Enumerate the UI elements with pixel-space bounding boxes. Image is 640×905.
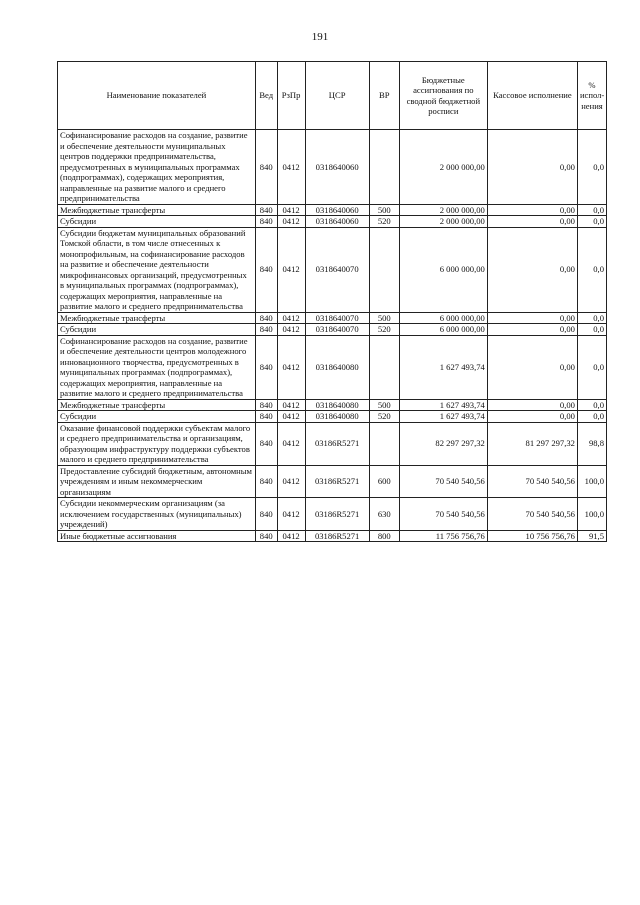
row-name: Предоставление субсидий бюджетным, автономным учреждениям и иным некоммерческим организациям [58, 465, 256, 498]
row-name: Субсидии некоммерческим организациям (за исключением государственных (муниципальных) учреждений) [58, 498, 256, 531]
table-row [58, 422, 607, 465]
row-csr: 03186R5271 [305, 498, 369, 531]
row-vr [369, 335, 399, 399]
row-name: Субсидии [58, 411, 256, 423]
row-percent: 100,0 [577, 498, 606, 531]
row-percent: 0,0 [577, 312, 606, 324]
row-assignments: 82 297 297,32 [399, 422, 487, 465]
header-rzpr: РзПр [277, 62, 305, 130]
row-assignments: 2 000 000,00 [399, 204, 487, 216]
row-cash-execution: 0,00 [487, 399, 577, 411]
row-cash-execution: 0,00 [487, 227, 577, 312]
row-vr: 600 [369, 465, 399, 498]
table-row [58, 204, 607, 216]
row-ved: 840 [255, 411, 277, 423]
table-row [58, 130, 607, 205]
header-vr: ВР [369, 62, 399, 130]
row-vr: 630 [369, 498, 399, 531]
row-assignments: 6 000 000,00 [399, 227, 487, 312]
row-csr: 0318640060 [305, 204, 369, 216]
row-cash-execution: 0,00 [487, 204, 577, 216]
row-vr: 520 [369, 411, 399, 423]
row-name: Оказание финансовой поддержки субъектам малого и среднего предпринимательства и организациям, образующим инфраструктуру поддержки субъектов малого и среднего предпринимательства [58, 422, 256, 465]
row-cash-execution: 0,00 [487, 335, 577, 399]
row-percent: 100,0 [577, 465, 606, 498]
row-name: Иные бюджетные ассигнования [58, 530, 256, 542]
table-row [58, 216, 607, 228]
row-rzpr: 0412 [277, 465, 305, 498]
row-ved: 840 [255, 312, 277, 324]
table-row [58, 399, 607, 411]
row-percent: 0,0 [577, 204, 606, 216]
row-vr [369, 130, 399, 205]
row-ved: 840 [255, 324, 277, 336]
row-csr: 03186R5271 [305, 422, 369, 465]
row-name: Межбюджетные трансферты [58, 312, 256, 324]
row-assignments: 11 756 756,76 [399, 530, 487, 542]
row-percent: 0,0 [577, 216, 606, 228]
row-rzpr: 0412 [277, 498, 305, 531]
table-row [58, 324, 607, 336]
row-percent: 0,0 [577, 335, 606, 399]
row-rzpr: 0412 [277, 216, 305, 228]
row-cash-execution: 10 756 756,76 [487, 530, 577, 542]
row-name: Межбюджетные трансферты [58, 204, 256, 216]
row-ved: 840 [255, 465, 277, 498]
table-row [58, 411, 607, 423]
row-ved: 840 [255, 422, 277, 465]
row-rzpr: 0412 [277, 312, 305, 324]
row-csr: 03186R5271 [305, 465, 369, 498]
row-vr: 500 [369, 204, 399, 216]
row-csr: 0318640080 [305, 411, 369, 423]
row-csr: 03186R5271 [305, 530, 369, 542]
row-rzpr: 0412 [277, 227, 305, 312]
row-percent: 0,0 [577, 227, 606, 312]
row-cash-execution: 70 540 540,56 [487, 498, 577, 531]
row-csr: 0318640060 [305, 216, 369, 228]
row-vr [369, 227, 399, 312]
row-name: Субсидии [58, 216, 256, 228]
row-assignments: 70 540 540,56 [399, 465, 487, 498]
row-cash-execution: 0,00 [487, 130, 577, 205]
row-assignments: 2 000 000,00 [399, 216, 487, 228]
page-number: 191 [311, 31, 329, 43]
row-assignments: 70 540 540,56 [399, 498, 487, 531]
row-percent: 0,0 [577, 411, 606, 423]
row-csr: 0318640070 [305, 227, 369, 312]
row-rzpr: 0412 [277, 324, 305, 336]
row-ved: 840 [255, 530, 277, 542]
row-vr [369, 422, 399, 465]
table-body [58, 130, 607, 542]
row-csr: 0318640070 [305, 312, 369, 324]
table-row [58, 465, 607, 498]
row-name: Межбюджетные трансферты [58, 399, 256, 411]
budget-execution-table [57, 61, 607, 542]
row-assignments: 1 627 493,74 [399, 411, 487, 423]
table-row [58, 530, 607, 542]
row-rzpr: 0412 [277, 335, 305, 399]
row-ved: 840 [255, 227, 277, 312]
row-cash-execution: 0,00 [487, 411, 577, 423]
row-assignments: 1 627 493,74 [399, 335, 487, 399]
row-vr: 800 [369, 530, 399, 542]
row-name: Субсидии бюджетам муниципальных образований Томской области, в том числе отнесенных к монопрофильным, на софинансирование расходов на развитие и обеспечение деятельности микрофинансовых организаций, предусмотренных в муниципальных программах (подпрограммах), содержащих мероприятия, направленные на развитие малого и среднего предпринимательства [58, 227, 256, 312]
row-rzpr: 0412 [277, 399, 305, 411]
row-csr: 0318640060 [305, 130, 369, 205]
row-vr: 520 [369, 324, 399, 336]
row-rzpr: 0412 [277, 422, 305, 465]
row-assignments: 1 627 493,74 [399, 399, 487, 411]
table-row [58, 498, 607, 531]
header-percent: % испол-нения [577, 62, 606, 130]
row-vr: 500 [369, 399, 399, 411]
row-cash-execution: 0,00 [487, 324, 577, 336]
row-csr: 0318640080 [305, 399, 369, 411]
header-assignments: Бюджетные ассигнования по сводной бюджетной росписи [399, 62, 487, 130]
row-rzpr: 0412 [277, 204, 305, 216]
row-rzpr: 0412 [277, 530, 305, 542]
row-percent: 91,5 [577, 530, 606, 542]
row-assignments: 6 000 000,00 [399, 312, 487, 324]
row-vr: 500 [369, 312, 399, 324]
row-percent: 0,0 [577, 324, 606, 336]
row-vr: 520 [369, 216, 399, 228]
row-name: Субсидии [58, 324, 256, 336]
row-percent: 98,8 [577, 422, 606, 465]
table-row [58, 227, 607, 312]
row-rzpr: 0412 [277, 130, 305, 205]
row-ved: 840 [255, 204, 277, 216]
row-csr: 0318640070 [305, 324, 369, 336]
table-row [58, 312, 607, 324]
row-cash-execution: 0,00 [487, 312, 577, 324]
row-name: Софинансирование расходов на создание, развитие и обеспечение деятельности муниципальных центров поддержки предпринимательства, предусмотренных в муниципальных программах (подпрограммах), содержащих мероприятия, направленные на развитие малого и среднего предпринимательства [58, 130, 256, 205]
row-ved: 840 [255, 498, 277, 531]
header-ved: Вед [255, 62, 277, 130]
row-percent: 0,0 [577, 130, 606, 205]
row-csr: 0318640080 [305, 335, 369, 399]
row-assignments: 2 000 000,00 [399, 130, 487, 205]
row-percent: 0,0 [577, 399, 606, 411]
header-name: Наименование показателей [58, 62, 256, 130]
row-ved: 840 [255, 335, 277, 399]
row-assignments: 6 000 000,00 [399, 324, 487, 336]
row-ved: 840 [255, 216, 277, 228]
row-ved: 840 [255, 399, 277, 411]
header-row [58, 62, 607, 130]
row-cash-execution: 70 540 540,56 [487, 465, 577, 498]
row-cash-execution: 81 297 297,32 [487, 422, 577, 465]
row-rzpr: 0412 [277, 411, 305, 423]
row-cash-execution: 0,00 [487, 216, 577, 228]
row-name: Софинансирование расходов на создание, развитие и обеспечение деятельности центров молодежного инновационного творчества, предусмотренных в муниципальных программах (подпрограммах), содержащих мероприятия, направленные на развитие малого и среднего предпринимательства [58, 335, 256, 399]
row-ved: 840 [255, 130, 277, 205]
header-cash-execution: Кассовое исполнение [487, 62, 577, 130]
header-csr: ЦСР [305, 62, 369, 130]
table-row [58, 335, 607, 399]
